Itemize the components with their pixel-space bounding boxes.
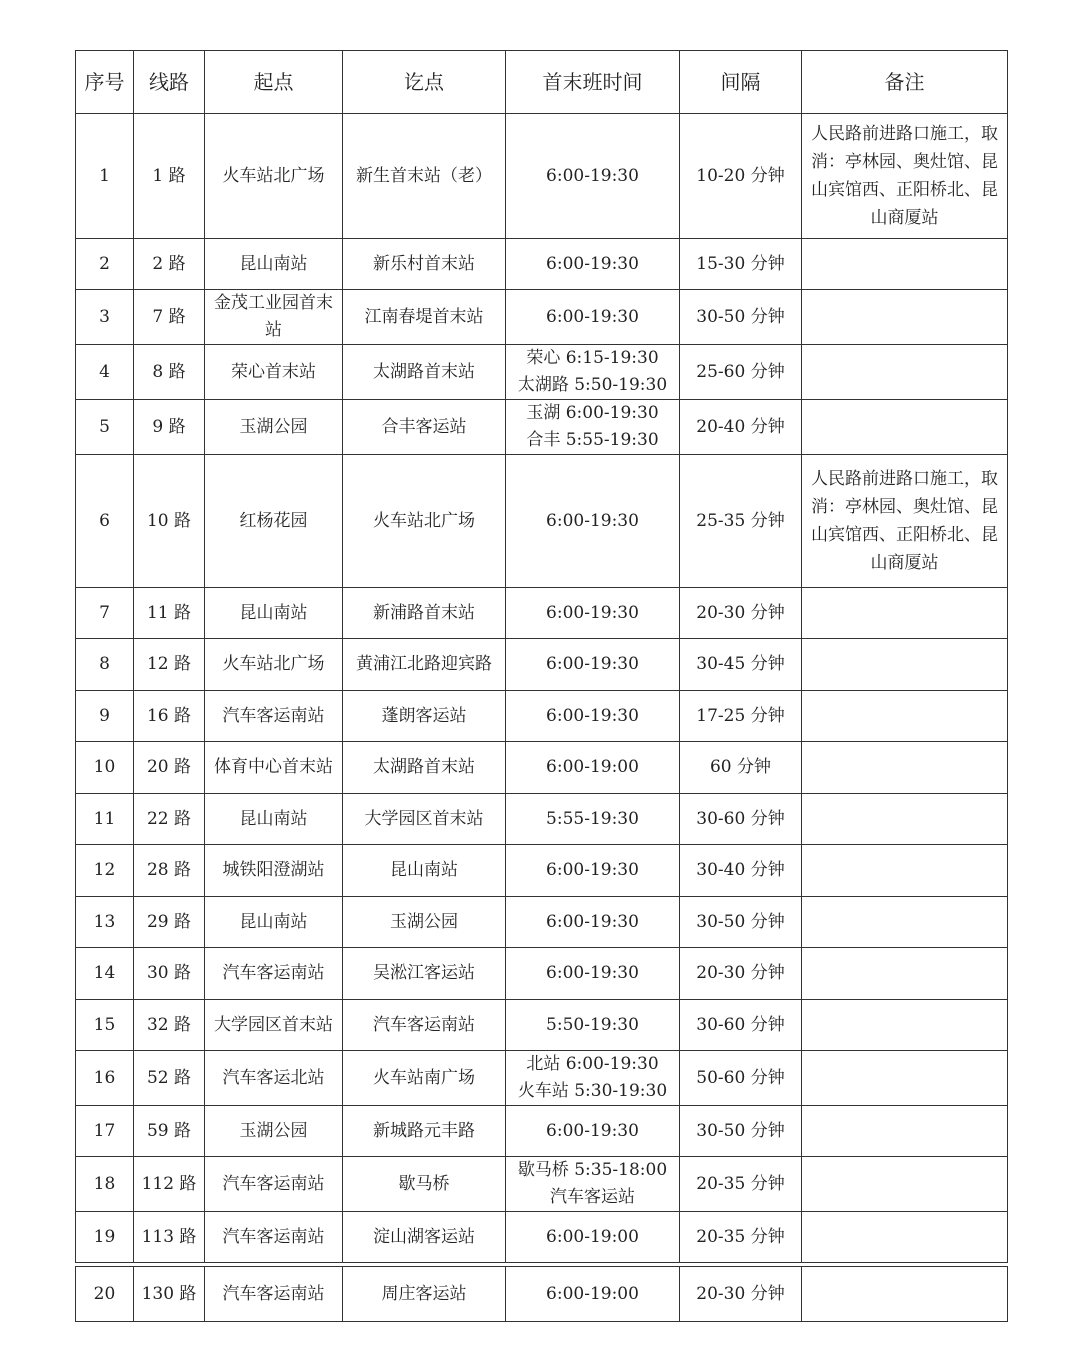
cell-seq: 12 (76, 845, 134, 897)
cell-interval: 20-30 分钟 (680, 948, 802, 1000)
time-line: 歇马桥 5:35-18:00 (517, 1160, 668, 1180)
cell-note (802, 345, 1008, 400)
cell-interval: 17-25 分钟 (680, 691, 802, 742)
table-row (76, 948, 1008, 1000)
cell-seq: 11 (76, 794, 134, 845)
table-row (76, 114, 1008, 239)
cell-route: 20 路 (134, 742, 205, 794)
table-header-row (76, 51, 1008, 114)
header-route: 线路 (134, 51, 205, 114)
cell-end: 周庄客运站 (343, 1267, 506, 1322)
cell-seq: 7 (76, 588, 134, 639)
cell-note (802, 1157, 1008, 1212)
table-row (76, 1106, 1008, 1157)
cell-times (506, 1267, 680, 1322)
cell-times (506, 1212, 680, 1263)
cell-start: 大学园区首末站 (205, 1000, 343, 1051)
cell-end: 新乐村首末站 (343, 239, 506, 290)
cell-interval: 25-35 分钟 (680, 455, 802, 588)
time-line: 太湖路 5:50-19:30 (517, 375, 668, 395)
cell-times (506, 290, 680, 345)
cell-start: 汽车客运北站 (205, 1051, 343, 1106)
table-row (76, 691, 1008, 742)
cell-times (506, 1157, 680, 1212)
cell-route: 29 路 (134, 897, 205, 948)
table-row (76, 897, 1008, 948)
bus-route-table-continued (75, 1266, 1008, 1322)
cell-end: 火车站北广场 (343, 455, 506, 588)
table-body-continued (76, 1267, 1008, 1322)
time-line: 荣心 6:15-19:30 (526, 348, 659, 368)
cell-interval: 15-30 分钟 (680, 239, 802, 290)
cell-end: 合丰客运站 (343, 400, 506, 455)
cell-seq: 4 (76, 345, 134, 400)
cell-note (802, 400, 1008, 455)
table-row (76, 400, 1008, 455)
table-row (76, 845, 1008, 897)
cell-start: 汽车客运南站 (205, 1157, 343, 1212)
cell-seq: 3 (76, 290, 134, 345)
cell-seq: 17 (76, 1106, 134, 1157)
time-line: 6:00-19:00 (546, 1226, 639, 1247)
cell-seq: 5 (76, 400, 134, 455)
cell-end: 昆山南站 (343, 845, 506, 897)
cell-interval: 30-50 分钟 (680, 1106, 802, 1157)
cell-start: 汽车客运南站 (205, 1267, 343, 1322)
cell-interval: 60 分钟 (680, 742, 802, 794)
cell-times (506, 845, 680, 897)
cell-interval: 30-50 分钟 (680, 897, 802, 948)
time-line: 6:00-19:30 (546, 306, 639, 327)
cell-route: 11 路 (134, 588, 205, 639)
cell-note (802, 948, 1008, 1000)
time-line: 6:00-19:30 (546, 963, 639, 983)
table-row (76, 455, 1008, 588)
cell-times (506, 742, 680, 794)
cell-end: 新城路元丰路 (343, 1106, 506, 1157)
cell-seq: 19 (76, 1212, 134, 1263)
cell-interval: 30-40 分钟 (680, 845, 802, 897)
header-times: 首末班时间 (506, 51, 680, 114)
cell-start: 火车站北广场 (205, 114, 343, 239)
cell-seq: 6 (76, 455, 134, 588)
cell-note (802, 1000, 1008, 1051)
time-line: 火车站 5:30-19:30 (517, 1081, 668, 1101)
cell-note (802, 1051, 1008, 1106)
cell-note (802, 897, 1008, 948)
cell-route: 59 路 (134, 1106, 205, 1157)
cell-note (802, 845, 1008, 897)
cell-note (802, 1106, 1008, 1157)
cell-seq: 15 (76, 1000, 134, 1051)
time-line: 汽车客运站 (550, 1187, 635, 1207)
cell-start: 体育中心首末站 (205, 742, 343, 794)
cell-start: 汽车客运南站 (205, 1212, 343, 1263)
table-row (76, 794, 1008, 845)
cell-interval: 10-20 分钟 (680, 114, 802, 239)
bus-schedule-sheet (75, 50, 1007, 1322)
cell-route: 16 路 (134, 691, 205, 742)
cell-end: 江南春堤首末站 (343, 290, 506, 345)
cell-route: 130 路 (134, 1267, 205, 1322)
table-row (76, 290, 1008, 345)
cell-note: 人民路前进路口施工，取消：亭林园、奥灶馆、昆山宾馆西、正阳桥北、昆山商厦站 (802, 114, 1008, 239)
cell-seq: 20 (76, 1267, 134, 1322)
cell-note: 人民路前进路口施工，取消：亭林园、奥灶馆、昆山宾馆西、正阳桥北、昆山商厦站 (802, 455, 1008, 588)
cell-seq: 8 (76, 639, 134, 691)
cell-times (506, 1106, 680, 1157)
header-note: 备注 (802, 51, 1008, 114)
cell-start: 玉湖公园 (205, 400, 343, 455)
time-line: 合丰 5:55-19:30 (526, 430, 659, 450)
header-end: 讫点 (343, 51, 506, 114)
cell-seq: 14 (76, 948, 134, 1000)
header-interval: 间隔 (680, 51, 802, 114)
cell-times (506, 455, 680, 588)
cell-interval: 30-45 分钟 (680, 639, 802, 691)
cell-route: 1 路 (134, 114, 205, 239)
cell-times (506, 1051, 680, 1106)
cell-seq: 9 (76, 691, 134, 742)
cell-route: 113 路 (134, 1212, 205, 1263)
cell-interval: 20-40 分钟 (680, 400, 802, 455)
time-line: 6:00-19:30 (546, 654, 639, 674)
header-seq: 序号 (76, 51, 134, 114)
table-row (76, 1000, 1008, 1051)
cell-times (506, 345, 680, 400)
time-line: 6:00-19:00 (546, 757, 639, 777)
cell-end: 新生首末站（老） (343, 114, 506, 239)
table-row (76, 239, 1008, 290)
cell-route: 112 路 (134, 1157, 205, 1212)
cell-interval: 20-30 分钟 (680, 1267, 802, 1322)
time-line: 北站 6:00-19:30 (526, 1054, 659, 1074)
cell-start: 昆山南站 (205, 794, 343, 845)
cell-start: 汽车客运南站 (205, 948, 343, 1000)
cell-seq: 10 (76, 742, 134, 794)
cell-start: 昆山南站 (205, 588, 343, 639)
cell-times (506, 588, 680, 639)
cell-route: 7 路 (134, 290, 205, 345)
cell-start: 昆山南站 (205, 239, 343, 290)
cell-seq: 18 (76, 1157, 134, 1212)
cell-route: 8 路 (134, 345, 205, 400)
cell-interval: 20-35 分钟 (680, 1157, 802, 1212)
cell-end: 黄浦江北路迎宾路 (343, 639, 506, 691)
table-row (76, 742, 1008, 794)
cell-times (506, 114, 680, 239)
cell-interval: 20-30 分钟 (680, 588, 802, 639)
table-body (76, 114, 1008, 1263)
cell-start: 玉湖公园 (205, 1106, 343, 1157)
cell-note (802, 1267, 1008, 1322)
cell-start: 火车站北广场 (205, 639, 343, 691)
cell-route: 9 路 (134, 400, 205, 455)
cell-interval: 25-60 分钟 (680, 345, 802, 400)
cell-seq: 13 (76, 897, 134, 948)
cell-end: 太湖路首末站 (343, 345, 506, 400)
cell-end: 玉湖公园 (343, 897, 506, 948)
cell-end: 淀山湖客运站 (343, 1212, 506, 1263)
cell-start: 昆山南站 (205, 897, 343, 948)
table-row (76, 1212, 1008, 1263)
cell-note (802, 588, 1008, 639)
cell-route: 28 路 (134, 845, 205, 897)
table-row (76, 1051, 1008, 1106)
cell-route: 22 路 (134, 794, 205, 845)
cell-start: 汽车客运南站 (205, 691, 343, 742)
cell-route: 12 路 (134, 639, 205, 691)
cell-times (506, 1000, 680, 1051)
time-line: 5:50-19:30 (546, 1014, 639, 1035)
table-row (76, 1267, 1008, 1322)
table-row (76, 345, 1008, 400)
cell-end: 汽车客运南站 (343, 1000, 506, 1051)
cell-end: 歇马桥 (343, 1157, 506, 1212)
cell-times (506, 948, 680, 1000)
cell-end: 吴淞江客运站 (343, 948, 506, 1000)
time-line: 6:00-19:30 (546, 911, 639, 932)
time-line: 6:00-19:30 (546, 1120, 639, 1141)
cell-interval: 30-60 分钟 (680, 794, 802, 845)
cell-note (802, 239, 1008, 290)
cell-interval: 50-60 分钟 (680, 1051, 802, 1106)
cell-note (802, 639, 1008, 691)
cell-note (802, 794, 1008, 845)
time-line: 6:00-19:30 (546, 253, 639, 274)
time-line: 6:00-19:30 (546, 705, 639, 726)
cell-times (506, 691, 680, 742)
cell-end: 大学园区首末站 (343, 794, 506, 845)
cell-seq: 2 (76, 239, 134, 290)
cell-note (802, 691, 1008, 742)
cell-end: 火车站南广场 (343, 1051, 506, 1106)
cell-route: 52 路 (134, 1051, 205, 1106)
time-line: 6:00-19:30 (546, 602, 639, 623)
table-row (76, 1157, 1008, 1212)
cell-times (506, 239, 680, 290)
cell-end: 蓬朗客运站 (343, 691, 506, 742)
cell-route: 10 路 (134, 455, 205, 588)
cell-times (506, 400, 680, 455)
cell-end: 太湖路首末站 (343, 742, 506, 794)
time-line: 6:00-19:30 (546, 860, 639, 880)
cell-start: 城铁阳澄湖站 (205, 845, 343, 897)
cell-route: 2 路 (134, 239, 205, 290)
bus-route-table (75, 50, 1008, 1263)
cell-note (802, 742, 1008, 794)
header-start: 起点 (205, 51, 343, 114)
time-line: 玉湖 6:00-19:30 (526, 403, 659, 423)
cell-start: 红杨花园 (205, 455, 343, 588)
cell-seq: 1 (76, 114, 134, 239)
cell-end: 新浦路首末站 (343, 588, 506, 639)
cell-note (802, 1212, 1008, 1263)
cell-route: 30 路 (134, 948, 205, 1000)
table-row (76, 588, 1008, 639)
time-line: 6:00-19:30 (546, 510, 639, 531)
cell-interval: 30-50 分钟 (680, 290, 802, 345)
table-row (76, 639, 1008, 691)
cell-interval: 20-35 分钟 (680, 1212, 802, 1263)
time-line: 5:55-19:30 (546, 808, 639, 829)
cell-note (802, 290, 1008, 345)
cell-route: 32 路 (134, 1000, 205, 1051)
time-line: 6:00-19:00 (546, 1283, 639, 1304)
cell-start: 荣心首末站 (205, 345, 343, 400)
time-line: 6:00-19:30 (546, 165, 639, 186)
cell-times (506, 897, 680, 948)
cell-times (506, 639, 680, 691)
cell-start: 金茂工业园首末站 (205, 290, 343, 345)
cell-times (506, 794, 680, 845)
cell-seq: 16 (76, 1051, 134, 1106)
cell-interval: 30-60 分钟 (680, 1000, 802, 1051)
